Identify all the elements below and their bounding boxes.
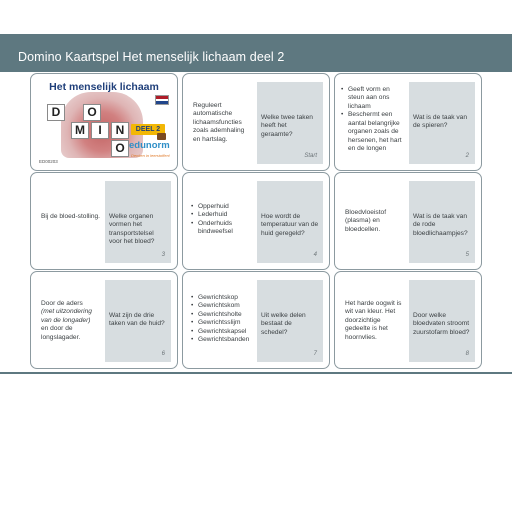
card-question: Wat is de taak van de spieren? [413, 114, 467, 130]
divider [0, 372, 512, 374]
card-answer-list [191, 203, 257, 237]
card-question: Uit welke delen bestaat de schedel? [261, 312, 306, 336]
list-item: • Opperhuid [191, 203, 257, 211]
list-item: • Gewrichtskom [191, 302, 259, 310]
card-answer: Reguleert automatische lichaamsfuncties zoals ademhaling en hartslag. [193, 102, 245, 143]
product-code: ED00203 [39, 159, 58, 164]
card-number: 6 [161, 351, 165, 357]
card-answer: Het harde oogwit is wit van kleur. Het doorzichtige gedeelte is het hoornvlies. [345, 300, 402, 341]
domino-tile: O [111, 140, 129, 157]
card-number: Start [304, 153, 317, 159]
brand-slogan: Denken in leerstoffen! [131, 153, 170, 158]
card-number: 8 [465, 351, 469, 357]
list-item: • Gewrichtsbanden [191, 336, 259, 344]
card-question-panel [105, 280, 171, 362]
card-number: 2 [465, 153, 469, 159]
card-question: Door welke bloedvaten stroomt zuurstofarm bloed? [413, 312, 470, 336]
card-answer-note: (met uitzondering van de longader) [41, 308, 92, 324]
card-question-panel [105, 181, 171, 263]
card-question-panel [409, 181, 475, 263]
card-question-panel [257, 181, 323, 263]
domino-tile: I [91, 122, 109, 139]
card-question: Hoe wordt de temperatuur van de huid geregeld? [261, 213, 319, 237]
card-question-panel [257, 82, 323, 164]
domino-card [182, 73, 330, 171]
domino-card [182, 271, 330, 369]
domino-card [30, 172, 178, 270]
card-number: 5 [465, 252, 469, 258]
domino-card [334, 73, 482, 171]
list-item: • Onderhuids bindweefsel [191, 220, 257, 237]
list-item: • Beschermt een aantal belangrijke organen zoals de hersenen, het hart en de longen [341, 111, 407, 153]
domino-card [334, 172, 482, 270]
dutch-flag-icon [155, 95, 169, 105]
card-question: Wat is de taak van de rode bloedlichaampjes? [413, 213, 468, 237]
card-question-panel [257, 280, 323, 362]
graduation-hat-icon [157, 133, 166, 140]
card-answer [41, 300, 101, 342]
list-item: • Geeft vorm en steun aan ons lichaam [341, 86, 407, 111]
domino-card [334, 271, 482, 369]
card-answer: Bij de bloed-stolling. [41, 213, 101, 220]
brand-logo: edunorm [129, 140, 170, 151]
card-number: 7 [313, 351, 317, 357]
domino-card [182, 172, 330, 270]
part-badge: DEEL 2 [131, 124, 165, 135]
list-item: • Gewrichtskapsel [191, 328, 259, 336]
title-card [30, 73, 178, 171]
card-number: 4 [313, 252, 317, 258]
card-question-panel [409, 82, 475, 164]
card-answer: Bloedvloeistof (plasma) en bloedcellen. [345, 209, 387, 233]
card-question: Wat zijn de drie taken van de huid? [109, 312, 165, 328]
domino-tile: N [111, 122, 129, 139]
domino-tile: D [47, 104, 65, 121]
card-answer-list [341, 86, 407, 154]
title-card-heading: Het menselijk lichaam [49, 81, 159, 93]
domino-card [30, 271, 178, 369]
card-number: 3 [161, 252, 165, 258]
card-question-panel [409, 280, 475, 362]
domino-tile: M [71, 122, 89, 139]
list-item: • Gewrichtskop [191, 294, 259, 302]
card-answer-list [191, 294, 259, 345]
list-item: • Gewrichtsslijm [191, 319, 259, 327]
card-answer-line: en door de longslagader. [41, 325, 81, 341]
card-question: Welke organen vormen het transportstelsel voor het bloed? [109, 213, 155, 246]
card-question: Welke twee taken heeft het geraamte? [261, 114, 313, 138]
card-answer-line: Door de aders [41, 300, 83, 307]
page-title: Domino Kaartspel Het menselijk lichaam deel 2 [18, 50, 285, 64]
list-item: • Gewrichtsholte [191, 311, 259, 319]
domino-tile: O [83, 104, 101, 121]
list-item: • Lederhuid [191, 211, 257, 219]
